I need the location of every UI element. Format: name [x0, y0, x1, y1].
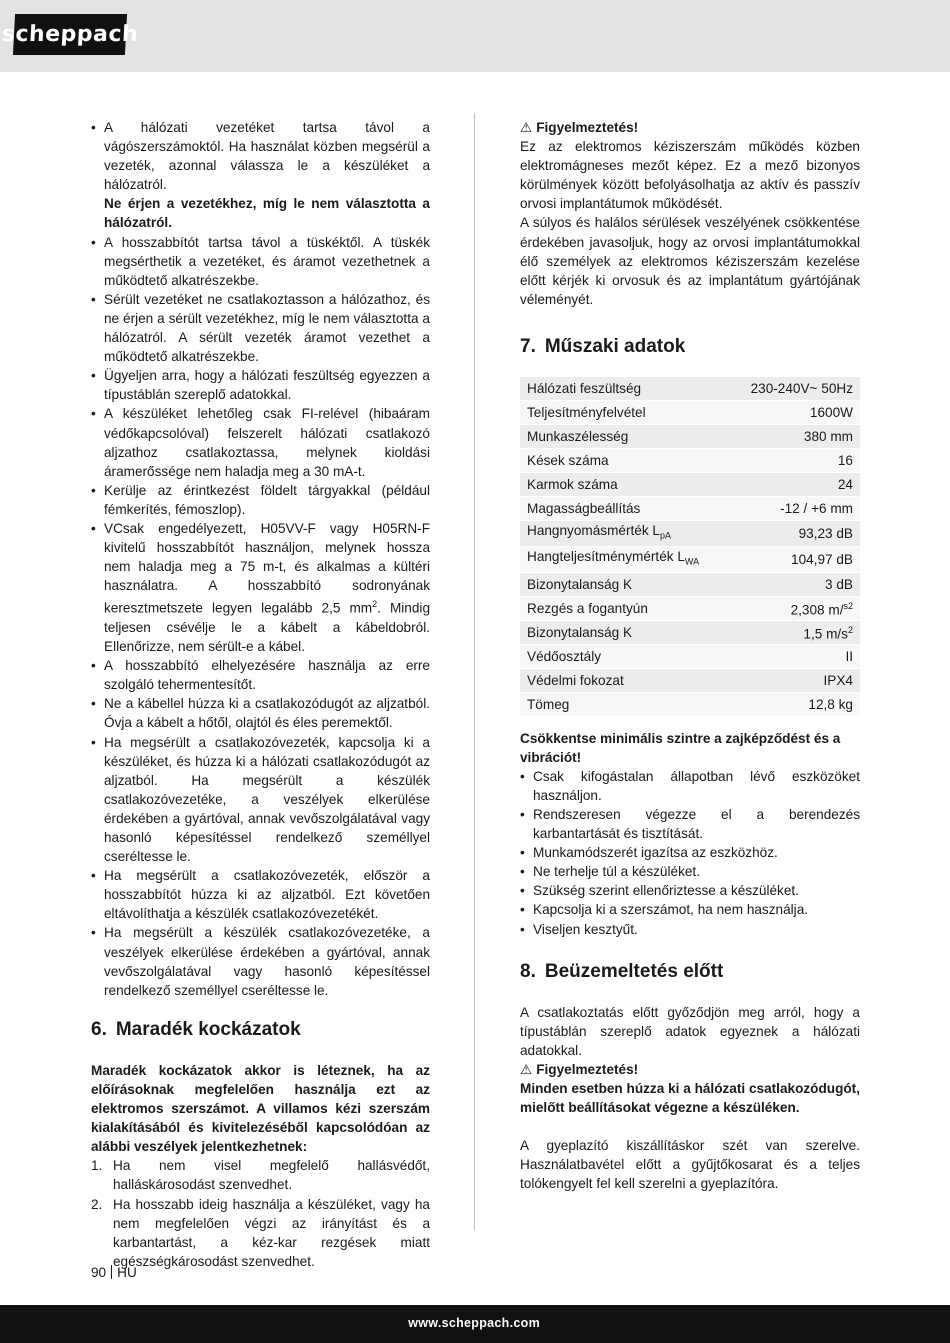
list-item: • A hosszabbítót tartsa távol a tüskéktől. A tüskék megsérthetik a vezetéket, és áramot vezethetnek a működtető alkatrészekbe.: [91, 233, 430, 290]
list-item: 1. Ha nem visel megfelelő hallásvédőt, halláskárosodást szenvedhet.: [91, 1158, 430, 1193]
spec-row: [520, 400, 860, 424]
list-item: • Kerülje az érintkezést földelt tárgyakkal (például fémkerítés, fémoszlop).: [91, 481, 430, 519]
brand-logo: scheppach: [13, 14, 127, 55]
spec-value: 3 dB: [729, 572, 860, 596]
list-item: • Ha megsérült a készülék csatlakozóvezetéke, a veszélyek elkerülése érdekében a gyártóval, annak vevőszolgálatával vagy hasonló képesítéssel rendelkező személlyel cseréltesse le.: [91, 923, 430, 999]
spec-row: [520, 620, 860, 644]
footer-bar: [0, 1305, 950, 1343]
spec-label: Magasságbeállítás: [520, 496, 729, 520]
spec-label: Hálózati feszültség: [520, 377, 729, 401]
safety-bullet-list: [91, 118, 430, 1000]
warning-title: ⚠ Figyelmeztetés!: [520, 1061, 639, 1077]
list-item: • Sérült vezetéket ne csatlakoztasson a hálózathoz, és ne érjen a sérült vezetékhez, míg le nem választotta a hálózatról. A sérült vezeték áramot vezethet a működtető alkatrészekbe.: [91, 290, 430, 366]
spec-row: [520, 448, 860, 472]
spec-value: 24: [729, 472, 860, 496]
website-link[interactable]: www.scheppach.com: [408, 1316, 540, 1330]
section-6-intro: Maradék kockázatok akkor is léteznek, ha az előírásoknak megfelelően használja ezt az elektromos szerszámot. A villamos kézi szerszám kialakításából és kivitelezéséből kapcsolódóan az alábbi veszélyek jelentkezhetnek:: [91, 1062, 430, 1155]
list-item: • Viseljen kesztyűt.: [520, 920, 860, 939]
noise-reduction-list: [520, 767, 860, 939]
spec-label: Karmok száma: [520, 472, 729, 496]
spec-row: [520, 377, 860, 401]
list-item: • VCsak engedélyezett, H05VV-F vagy H05RN-F kivitelű hosszabbítót használjon, melynek hossza nem haladja meg a 75 m-t, és alkalmas a kültéri használatra. A hosszabbító sodronyának keresztmetszete legyen legalább 2,5 $mm^2$. Mindig teljesen csévélje le a kábelt a kábeldobról. Ellenőrizze, nem sérült-e a kábel.: [91, 519, 430, 656]
spec-row: [520, 424, 860, 448]
warning-triangle-icon: ⚠: [520, 1061, 533, 1077]
list-item: • Rendszeresen végezze el a berendezés karbantartását és tisztítását.: [520, 805, 860, 843]
page-number: 90 HU: [91, 1265, 137, 1280]
list-item: • A készüléket lehetőleg csak FI-relével (hibaáram védőkapcsolóval) felszerelt hálózati csatlakozó aljzathoz csatlakoztassa, melynek kioldási áramerőssége nem haladja meg a 30 mA-t.: [91, 404, 430, 480]
left-column: [91, 118, 430, 1271]
list-item: • A hosszabbító elhelyezésére használja az erre szolgáló tehermentesítőt.: [91, 656, 430, 694]
residual-risk-list: [91, 1156, 430, 1271]
spec-row: [520, 692, 860, 716]
spec-label: Védőosztály: [520, 644, 729, 668]
right-column: [520, 118, 860, 1193]
list-item: • Munkamódszerét igazítsa az eszközhöz.: [520, 843, 860, 862]
warning-title: ⚠ Figyelmeztetés!: [520, 120, 639, 135]
header-bar: [0, 0, 950, 72]
spec-label: Kések száma: [520, 448, 729, 472]
list-item: • Ha megsérült a csatlakozóvezeték, először a hosszabbítót húzza ki az aljzatból. Ezt követően eltávolíthatja a készülék csatlakozóvezetékét.: [91, 866, 430, 923]
spec-value: IPX4: [729, 668, 860, 692]
spec-label: Rezgés a fogantyún: [520, 596, 729, 620]
spec-row: [520, 546, 860, 572]
spec-label: Munkaszélesség: [520, 424, 729, 448]
spec-value: 93,23 dB: [729, 520, 860, 546]
list-item: • Csak kifogástalan állapotban lévő eszközöket használjon.: [520, 767, 860, 805]
spec-row: [520, 644, 860, 668]
spec-row: [520, 572, 860, 596]
spec-label: Tömeg: [520, 692, 729, 716]
spec-value: -12 / +6 mm: [729, 496, 860, 520]
spec-label: Bizonytalanság K: [520, 572, 729, 596]
section-8-paragraph: A csatlakoztatás előtt győződjön meg arról, hogy a típustáblán szereplő adatok egyeznek a hálózati adatokkal.: [520, 1004, 860, 1058]
list-item: • Ne a kábellel húzza ki a csatlakozódugót az aljzatból. Óvja a kábelt a hőtől, olajtól és éles peremektől.: [91, 694, 430, 732]
spec-row: [520, 520, 860, 546]
spec-value: 12,8 kg: [729, 692, 860, 716]
list-item: • Ügyeljen arra, hogy a hálózati feszültség egyezzen a típustáblán szereplő adatokkal.: [91, 366, 430, 404]
list-item: 2. Ha hosszabb ideig használja a készüléket, vagy ha nem megfelelően végzi az irányítást és a karbantartást, a kéz-kar rezgések miatt egészségkárosodást szenvedhet.: [91, 1196, 430, 1269]
section-6-heading: 6. Maradék kockázatok: [91, 1018, 301, 1040]
noise-reduction-heading: Csökkentse minimális szintre a zajképződést és a vibrációt!: [520, 730, 841, 765]
technical-data-table: [520, 377, 860, 717]
list-item: • Ne terhelje túl a készüléket.: [520, 862, 860, 881]
warning-paragraph: A súlyos és halálos sérülések veszélyének csökkentése érdekében javasoljuk, hogy az orvosi implantátumokkal élő személyek az elektromos kéziszerszám kezelése előtt kérjék ki orvosuk és az implantátum gyártójának véleményét.: [520, 215, 860, 307]
spec-value: 380 mm: [729, 424, 860, 448]
spec-value: 1600W: [729, 400, 860, 424]
spec-value: 2,308 m/$^{s2}$: [729, 596, 860, 620]
warning-paragraph: Ez az elektromos kéziszerszám működés közben elektromágneses mezőt képez. Ez a mező bizonyos körülmények között befolyásolhatja az aktív és passzív orvosi implantátumok működését.: [520, 139, 860, 212]
spec-value: 230-240V~ 50Hz: [729, 377, 860, 401]
spec-value: 1,5 $m/s^2$: [729, 620, 860, 644]
section-7-heading: 7. Műszaki adatok: [520, 335, 686, 357]
spec-value: II: [729, 644, 860, 668]
spec-label: Bizonytalanság K: [520, 620, 729, 644]
list-item: • A hálózati vezetéket tartsa távol a vágószerszámoktól. Ha használat közben megsérül a vezeték, azonnal válassza le a készüléket a hálózatról. Ne érjen a vezetékhez, míg le nem választotta a hálózatról.: [91, 118, 430, 233]
spec-label: Hangteljesítménymérték $L_{WA}$: [520, 546, 729, 572]
spec-value: 16: [729, 448, 860, 472]
spec-row: [520, 596, 860, 620]
list-item: • Szükség szerint ellenőriztesse a készüléket.: [520, 881, 860, 900]
list-item: • Ha megsérült a csatlakozóvezeték, kapcsolja ki a készüléket, és húzza ki a hálózati csatlakozódugót az aljzatból. Ha megsérült a készülék csatlakozóvezetéke, a veszélyek elkerülése érdekében a gyártóval, annak vevőszolgálatával vagy hasonló képesítéssel rendelkező személlyel cseréltesse le.: [91, 733, 430, 867]
spec-label: Hangnyomásmérték $L_{pA}$: [520, 520, 729, 546]
spec-row: [520, 496, 860, 520]
column-divider: [474, 113, 475, 1230]
spec-value: 104,97 dB: [729, 546, 860, 572]
spec-label: Teljesítményfelvétel: [520, 400, 729, 424]
page-separator: [111, 1265, 112, 1279]
spec-row: [520, 668, 860, 692]
section-8-paragraph: A gyeplazító kiszállításkor szét van szerelve. Használatbavétel előtt a gyűjtőkosarat és a teljes tolókengyelt fel kell szerelni a gyeplazítóra.: [520, 1138, 860, 1192]
list-item: • Kapcsolja ki a szerszámot, ha nem használja.: [520, 900, 860, 919]
spec-label: Védelmi fokozat: [520, 668, 729, 692]
section-8-heading: 8. Beüzemeltetés előtt: [520, 960, 724, 982]
warning-triangle-icon: ⚠: [520, 120, 533, 135]
warning-text: Minden esetben húzza ki a hálózati csatlakozódugót, mielőtt beállításokat végezne a készüléken.: [520, 1080, 860, 1116]
spec-row: [520, 472, 860, 496]
